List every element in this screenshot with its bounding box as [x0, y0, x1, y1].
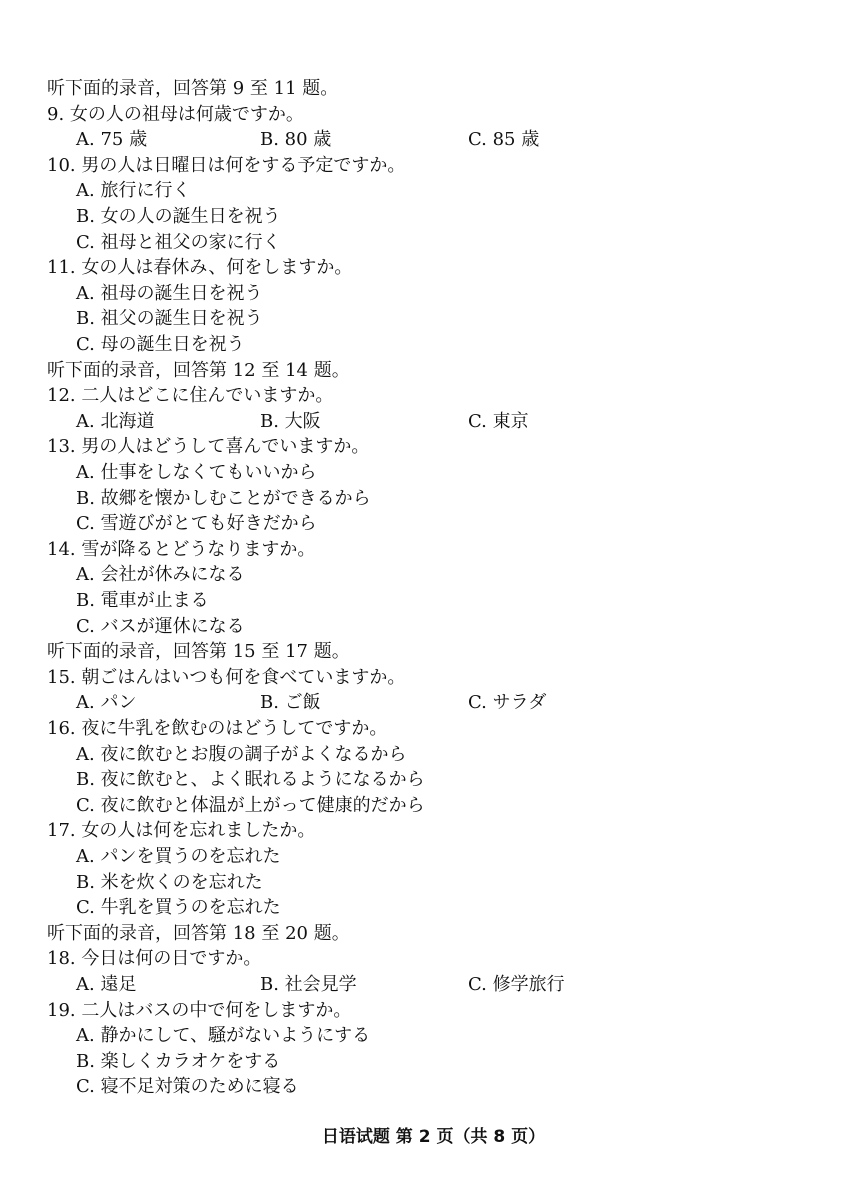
- answer-option: C. 修学旅行: [468, 974, 565, 995]
- answer-options-row: [76, 127, 539, 153]
- answer-option: A. 会社が休みになる: [76, 564, 245, 586]
- answer-option: C. バスが運休になる: [76, 615, 245, 637]
- answer-option: A. 祖母の誕生日を祝う: [76, 282, 263, 304]
- answer-option: A. 北海道: [76, 410, 155, 432]
- answer-option: B. 夜に飲むと、よく眠れるようになるから: [76, 769, 425, 791]
- answer-options-row: [76, 690, 546, 716]
- question-stem: 9. 女の人の祖母は何歳ですか。: [47, 103, 304, 125]
- answer-option: B. 祖父の誕生日を祝う: [76, 308, 263, 330]
- answer-option: A. パン: [76, 692, 137, 714]
- answer-option: B. 楽しくカラオケをする: [76, 1050, 281, 1072]
- answer-option: C. 祖母と祖父の家に行く: [76, 231, 281, 253]
- page-footer: 日语试题 第 2 页（共 8 页）: [321, 1127, 546, 1147]
- answer-option: C. 母の誕生日を祝う: [76, 334, 245, 355]
- answer-options-row: [76, 972, 565, 998]
- section-instruction: 听下面的录音，回答第 15 至 17 题。: [47, 641, 350, 663]
- answer-option: B. 米を炊くのを忘れた: [76, 871, 263, 893]
- answer-option: C. 雪遊びがとても好きだから: [76, 513, 317, 535]
- question-stem: 17. 女の人は何を忘れましたか。: [47, 820, 316, 842]
- answer-option: A. 静かにして、騒がないようにする: [76, 1025, 371, 1047]
- section-instruction: 听下面的录音，回答第 18 至 20 题。: [47, 922, 350, 944]
- answer-option: A. 仕事をしなくてもいいから: [76, 462, 317, 483]
- answer-option: B. 女の人の誕生日を祝う: [76, 206, 281, 227]
- question-stem: 13. 男の人はどうして喜んでいますか。: [47, 436, 370, 458]
- question-stem: 14. 雪が降るとどうなりますか。: [47, 538, 316, 560]
- question-stem: 15. 朝ごはんはいつも何を食べていますか。: [47, 666, 406, 688]
- question-stem: 18. 今日は何の日ですか。: [47, 948, 262, 970]
- answer-option: C. 夜に飲むと体温が上がって健康的だから: [76, 794, 425, 816]
- answer-option: B. 社会見学: [260, 974, 357, 995]
- answer-option: C. 寝不足対策のために寝る: [76, 1076, 299, 1098]
- answer-option: B. 80 歳: [260, 129, 332, 151]
- answer-option: B. 故郷を懐かしむことができるから: [76, 487, 371, 509]
- answer-options-row: [76, 409, 529, 435]
- answer-option: C. 牛乳を買うのを忘れた: [76, 897, 281, 919]
- question-stem: 19. 二人はバスの中で何をしますか。: [47, 999, 352, 1021]
- answer-option: C. 東京: [468, 410, 529, 432]
- section-instruction: 听下面的录音，回答第 12 至 14 题。: [47, 359, 350, 381]
- question-stem: 12. 二人はどこに住んでいますか。: [47, 385, 334, 407]
- answer-option: A. パンを買うのを忘れた: [76, 846, 281, 867]
- answer-option: B. ご飯: [260, 692, 321, 714]
- section-instruction: 听下面的录音，回答第 9 至 11 题。: [47, 78, 339, 99]
- answer-option: A. 75 歳: [76, 129, 148, 151]
- question-stem: 10. 男の人は日曜日は何をする予定ですか。: [47, 154, 406, 176]
- answer-option: A. 旅行に行く: [76, 180, 191, 202]
- answer-option: A. 夜に飲むとお腹の調子がよくなるから: [76, 743, 407, 765]
- question-stem: 16. 夜に牛乳を飲むのはどうしてですか。: [47, 718, 388, 739]
- question-stem: 11. 女の人は春休み、何をしますか。: [47, 257, 353, 279]
- answer-option: A. 遠足: [76, 974, 137, 995]
- answer-option: C. 85 歳: [468, 129, 540, 151]
- answer-option: B. 電車が止まる: [76, 590, 209, 611]
- answer-option: C. サラダ: [468, 692, 547, 714]
- answer-option: B. 大阪: [260, 410, 321, 432]
